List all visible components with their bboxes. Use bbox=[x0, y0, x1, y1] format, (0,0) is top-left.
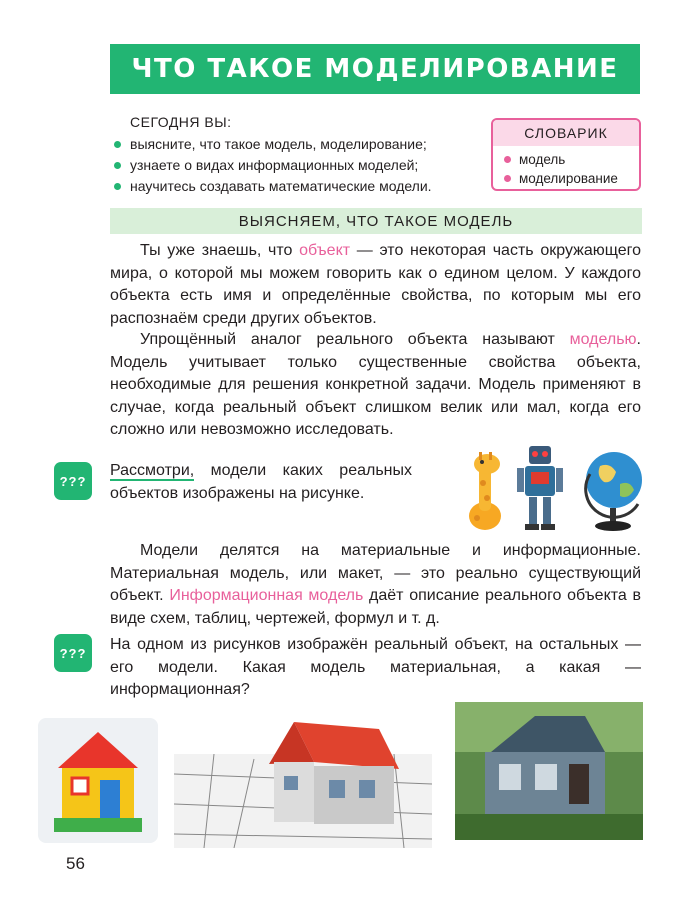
page-number: 56 bbox=[66, 854, 85, 873]
robot-toy-image bbox=[515, 440, 565, 532]
task-compare: На одном из рисунков изображён реальный объект, на остальных — его модели. Какая модель материальная, а какая — информационная? bbox=[110, 636, 641, 698]
task-look: Рассмотри, модели каких реальных объектов изображены на рисунке. bbox=[110, 462, 412, 502]
section-title: ВЫЯСНЯЕМ, ЧТО ТАКОЕ МОДЕЛЬ bbox=[110, 208, 642, 234]
term-model: моделью bbox=[569, 331, 637, 348]
lego-house-image bbox=[38, 718, 158, 843]
chapter-title-bar bbox=[110, 44, 640, 94]
question-icon: ??? bbox=[54, 634, 92, 672]
task-look-lead: Рассмотри, bbox=[110, 462, 195, 479]
blueprint-house-model-image bbox=[174, 714, 432, 848]
chapter-title: ЧТО ТАКОЕ МОДЕЛИРОВАНИЕ bbox=[131, 54, 619, 84]
paragraph-model: Упрощённый аналог реального объекта называют моделью. Модель учитывает только существенные свойства объекта, необходимые для решения конкретной задачи. Модель применяют в случае, когда реальный объект слишком велик или мал, когда его сложно или невозможно исследовать. bbox=[110, 331, 641, 438]
vocabulary-item: моделирование bbox=[503, 169, 639, 188]
vocabulary-box bbox=[491, 118, 641, 191]
paragraph-model-types: Модели делятся на материальные и информационные. Материальная модель, или макет, — это реально существующий объект. Информационная модель даёт описание реального объекта в виде схем, таблиц, чертежей, формул и т. д. bbox=[110, 542, 641, 627]
real-house-photo bbox=[455, 702, 643, 840]
term-object: объект bbox=[299, 242, 351, 259]
giraffe-toy-image bbox=[457, 448, 512, 533]
paragraph-object: Ты уже знаешь, что объект — это некоторая часть окружающего мира, о которой мы можем говорить как о едином целом. У каждого объекта есть имя и определённые свойства, по которым мы его распознаём среди других объектов. bbox=[110, 242, 641, 327]
goal-item: узнаете о видах информационных моделей; bbox=[112, 155, 432, 176]
question-icon: ??? bbox=[54, 462, 92, 500]
goal-item: научитесь создавать математические модели. bbox=[112, 176, 432, 197]
vocabulary-item: модель bbox=[503, 150, 639, 169]
vocabulary-title: СЛОВАРИК bbox=[493, 120, 639, 146]
globe-image bbox=[582, 444, 642, 534]
goals-list bbox=[112, 134, 432, 197]
term-information-model: Информационная модель bbox=[169, 587, 364, 604]
today-label: СЕГОДНЯ ВЫ: bbox=[130, 114, 232, 130]
goal-item: выясните, что такое модель, моделирование; bbox=[112, 134, 432, 155]
